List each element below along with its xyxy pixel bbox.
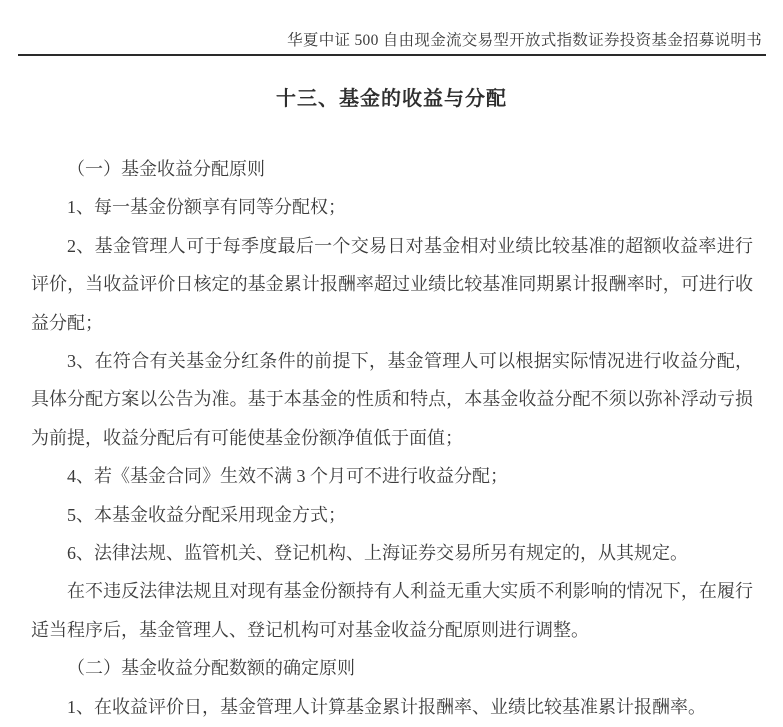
header-rule-divider [18, 54, 766, 56]
body-paragraph: 在不违反法律法规且对现有基金份额持有人利益无重大实质不利影响的情况下，在履行适当程序后，基金管理人、登记机构可对基金收益分配原则进行调整。 [31, 581, 753, 640]
body-paragraph: （一）基金收益分配原则 [67, 159, 265, 179]
section-title: 十三、基金的收益与分配 [276, 88, 507, 110]
body-paragraph: （二）基金收益分配数额的确定原则 [67, 658, 355, 679]
running-header: 华夏中证 500 自由现金流交易型开放式指数证券投资基金招募说明书 [287, 32, 762, 49]
body-paragraph: 3、在符合有关基金分红条件的前提下，基金管理人可以根据实际情况进行收益分配，具体分配方案以公告为准。基于本基金的性质和特点，本基金收益分配不须以弥补浮动亏损为前提，收益分配后有可能使基金份额净值低于面值； [31, 351, 753, 448]
body-paragraph: 1、在收益评价日，基金管理人计算基金累计报酬率、业绩比较基准累计报酬率。 [67, 696, 706, 717]
document-body [31, 150, 753, 726]
body-paragraph: 1、每一基金份额享有同等分配权； [67, 197, 346, 218]
body-paragraph: 6、法律法规、监管机关、登记机构、上海证券交易所另有规定的，从其规定。 [67, 543, 688, 564]
body-paragraph: 5、本基金收益分配采用现金方式； [67, 504, 346, 525]
body-paragraph: 4、若《基金合同》生效不满 3 个月可不进行收益分配； [67, 466, 508, 487]
body-paragraph: 2、基金管理人可于每季度最后一个交易日对基金相对业绩比较基准的超额收益率进行评价，当收益评价日核定的基金累计报酬率超过业绩比较基准同期累计报酬率时，可进行收益分配； [31, 235, 753, 333]
